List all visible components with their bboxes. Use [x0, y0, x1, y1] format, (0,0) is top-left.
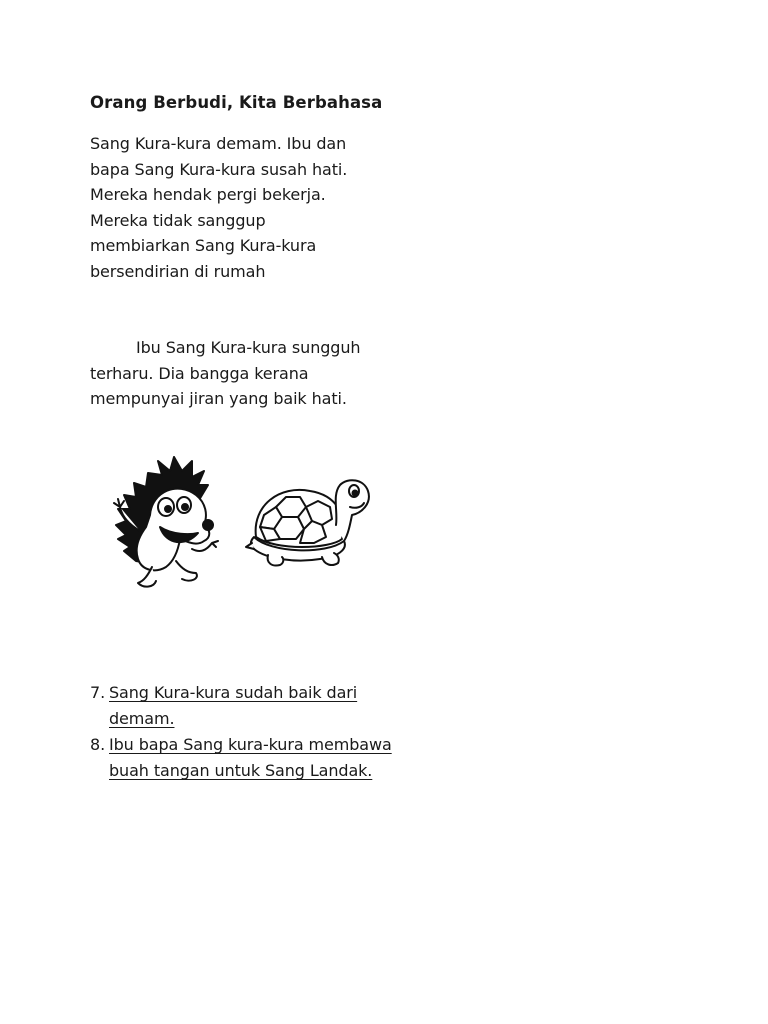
list-item-line: Ibu bapa Sang kura-kura membawa: [109, 735, 392, 754]
list-number: 7.: [90, 683, 106, 702]
hedgehog-icon: [114, 457, 218, 587]
list-item-line: Sang Kura-kura sudah baik dari: [109, 683, 358, 702]
paragraph-line: bersendirian di rumah: [90, 261, 266, 281]
list-item-line: demam.: [109, 709, 175, 728]
document-title: Orang Berbudi, Kita Berbahasa: [90, 93, 383, 112]
list-number: 8.: [90, 735, 106, 754]
paragraph-line: membiarkan Sang Kura-kura: [90, 236, 317, 255]
numbered-list: [90, 680, 450, 784]
paragraph-line: bapa Sang Kura-kura susah hati.: [90, 159, 348, 179]
paragraph-1: [90, 131, 410, 284]
paragraph-line: Ibu Sang Kura-kura sungguh: [136, 338, 361, 357]
paragraph-2: [90, 335, 410, 412]
paragraph-line: Mereka tidak sanggup: [90, 210, 266, 230]
paragraph-line: mempunyai jiran yang baik hati.: [90, 389, 347, 408]
list-item: [90, 732, 450, 784]
list-item: [90, 680, 450, 732]
paragraph-line: terharu. Dia bangga kerana: [90, 363, 309, 383]
paragraph-line: Sang Kura-kura demam. Ibu dan: [90, 134, 347, 153]
illustration: [100, 455, 390, 605]
paragraph-line: Mereka hendak pergi bekerja.: [90, 185, 326, 204]
list-item-line: buah tangan untuk Sang Landak.: [109, 761, 373, 780]
turtle-icon: [246, 480, 369, 565]
